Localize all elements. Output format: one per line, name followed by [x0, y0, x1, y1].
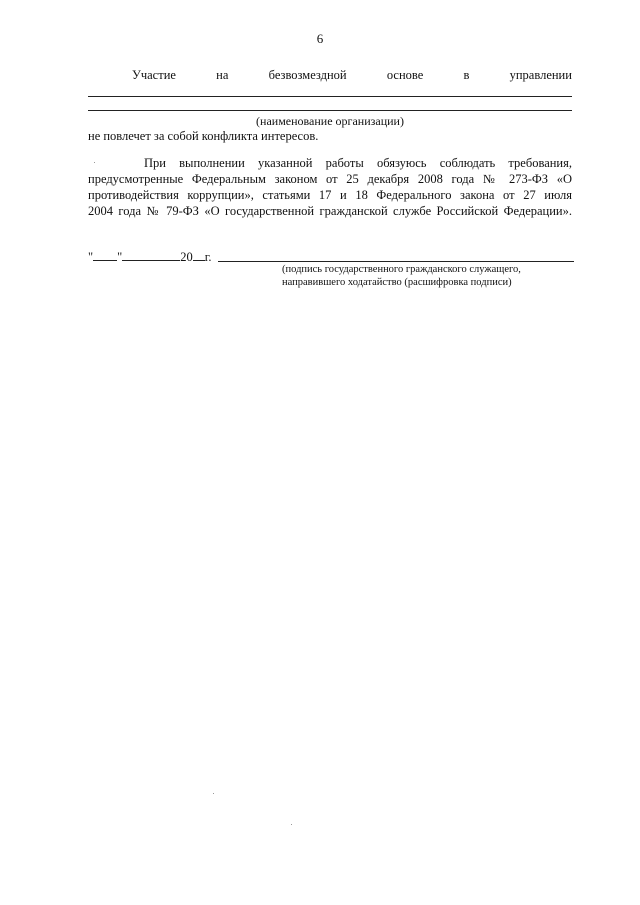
participation-word: основе: [386, 68, 424, 82]
participation-word: в: [463, 68, 470, 82]
signature-caption-line: направившего ходатайство (расшифровка подписи): [282, 277, 512, 288]
page-number: 6: [316, 31, 324, 46]
participation-line: [132, 68, 572, 83]
organization-caption: (наименование организации): [256, 114, 404, 128]
signature-caption: [282, 263, 521, 289]
scan-speck: [213, 793, 214, 794]
organization-fill-line: [88, 96, 572, 97]
day-blank: [93, 250, 117, 261]
no-conflict-statement: не повлечет за собой конфликта интересов.: [88, 129, 319, 143]
scan-speck: [291, 824, 292, 825]
year-blank: [193, 250, 205, 261]
date-line: [88, 250, 212, 265]
date-close-quote: ": [117, 250, 123, 264]
participation-word: безвозмездной: [268, 68, 347, 82]
participation-word: на: [216, 68, 229, 82]
year-prefix: 20: [180, 250, 193, 264]
obligation-line: 2004 года № 79-ФЗ «О государственной гражданской службе Российской Федерации».: [88, 204, 572, 218]
participation-word: управлении: [509, 68, 572, 82]
obligation-paragraph: [88, 155, 572, 219]
organization-fill-line: [88, 110, 572, 111]
obligation-line: предусмотренные Федеральным законом от 25 декабря 2008 года № 273-ФЗ «О: [88, 172, 572, 186]
signature-caption-line: (подпись государственного гражданского служащего,: [282, 264, 521, 275]
signature-line: [218, 261, 574, 262]
date-open-quote: ": [88, 250, 94, 264]
obligation-line: При выполнении указанной работы обязуюсь соблюдать требования,: [144, 156, 572, 170]
month-blank: [122, 250, 180, 261]
year-suffix: г.: [204, 250, 212, 264]
obligation-line: противодействия коррупции», статьями 17 и 18 Федерального закона от 27 июля: [88, 188, 572, 202]
scan-speck: [94, 162, 95, 163]
participation-word: Участие: [132, 68, 176, 82]
